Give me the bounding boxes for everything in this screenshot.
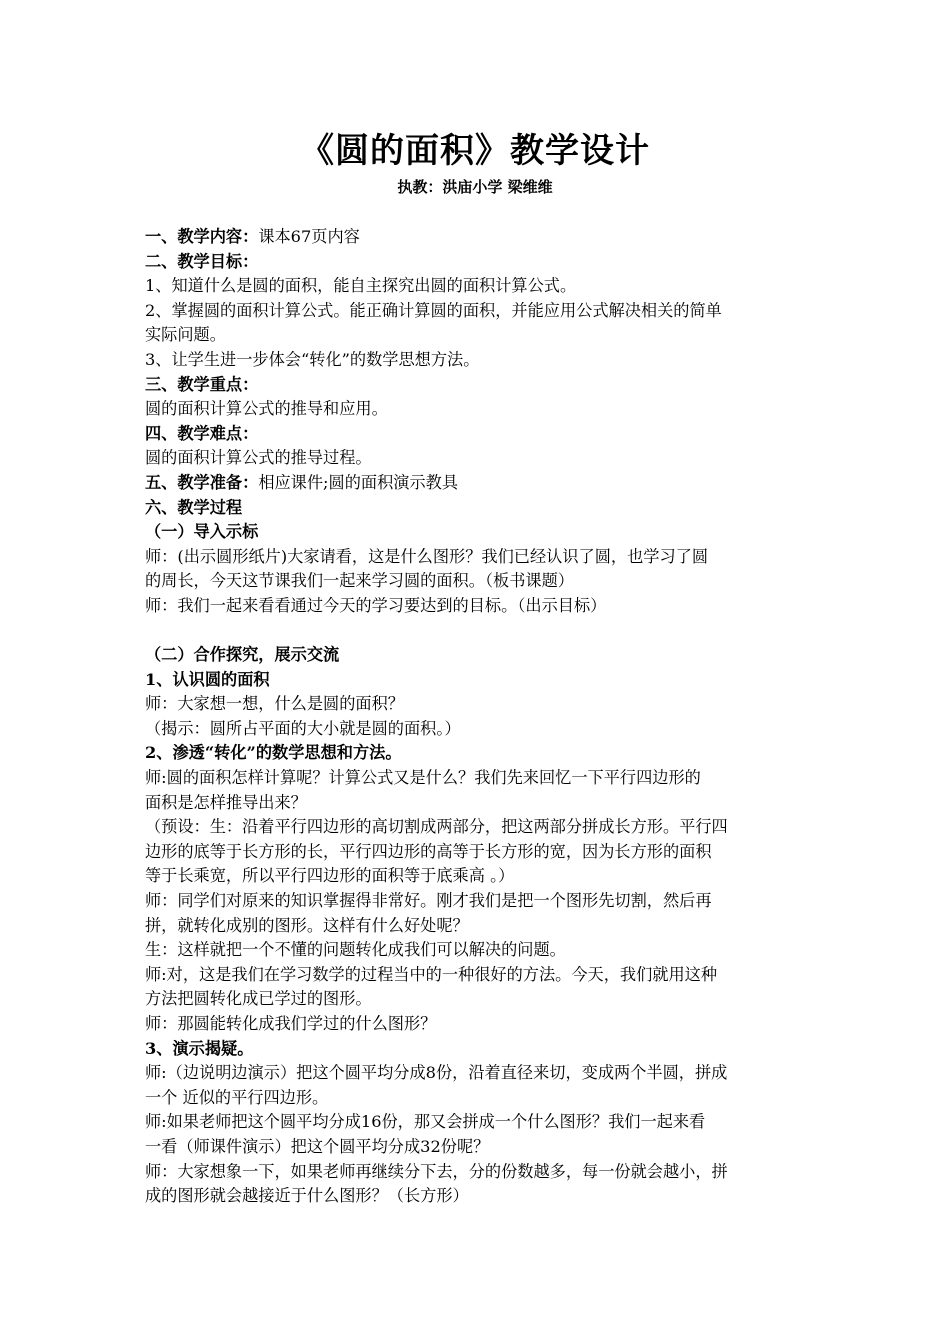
paragraph-line: 成的图形就会越接近于什么图形？（长方形） (145, 1186, 469, 1206)
paragraph-line: 面积是怎样推导出来？ (145, 792, 307, 812)
paragraph-line: 3、让学生进一步体会“转化”的数学思想方法。 (145, 349, 480, 369)
paragraph-line: 一个 近似的平行四边形。 (145, 1087, 329, 1107)
section-teaching-prep (145, 471, 815, 496)
paragraph-text: 相应课件;圆的面积演示教具 (258, 472, 459, 492)
section-heading: 六、教学过程 (145, 497, 243, 517)
paragraph-line: 师:圆的面积怎样计算呢？计算公式又是什么？我们先来回忆一下平行四边形的 (145, 768, 701, 788)
blank-line (145, 619, 815, 644)
paragraph-line: 方法把圆转化成已学过的图形。 (145, 989, 372, 1009)
paragraph-text: 课本67页内容 (258, 227, 360, 246)
paragraph-line: 实际问题。 (145, 325, 226, 345)
paragraph-line: 等于长乘宽，所以平行四边形的面积等于底乘高 。） (145, 866, 515, 886)
paragraph-line: 2、掌握圆的面积计算公式。能正确计算圆的面积，并能应用公式解决相关的简单 (145, 300, 722, 320)
document-title: 《圆的面积》教学设计 (300, 131, 650, 171)
paragraph-line: 拼，就转化成别的图形。这样有什么好处呢？ (145, 915, 469, 935)
paragraph-line: 生：这样就把一个不懂的问题转化成我们可以解决的问题。 (145, 940, 566, 960)
document-body (145, 225, 815, 1209)
paragraph-line: 师：同学们对原来的知识掌握得非常好。刚才我们是把一个图形先切割，然后再 (145, 891, 712, 911)
section-heading: 四、教学难点： (145, 423, 259, 443)
paragraph-line: 师：那圆能转化成我们学过的什么图形？ (145, 1014, 437, 1033)
paragraph-line: 师:（边说明边演示）把这个圆平均分成8份，沿着直径来切，变成两个半圆，拼成 (145, 1063, 728, 1083)
section-heading: 一、教学内容： (145, 227, 259, 246)
paragraph-line: 圆的面积计算公式的推导过程。 (145, 448, 372, 468)
paragraph-line: 圆的面积计算公式的推导和应用。 (145, 399, 388, 419)
section-heading: 三、教学重点： (145, 374, 259, 394)
paragraph-line: 一看（师课件演示）把这个圆平均分成32份呢？ (145, 1136, 490, 1156)
paragraph-line: 师：大家想一想，什么是圆的面积？ (145, 694, 404, 714)
paragraph-line: 师:对，这是我们在学习数学的过程当中的一种很好的方法。今天，我们就用这种 (145, 964, 718, 984)
paragraph-line: 边形的底等于长方形的长，平行四边形的高等于长方形的宽，因为长方形的面积 (145, 841, 712, 861)
paragraph-line: 1、知道什么是圆的面积，能自主探究出圆的面积计算公式。 (145, 276, 577, 296)
paragraph-line: 师:如果老师把这个圆平均分成16份，那又会拼成一个什么图形？我们一起来看 (145, 1112, 706, 1132)
paragraph-line: 师：大家想象一下，如果老师再继续分下去，分的份数越多，每一份就会越小，拼 (145, 1161, 728, 1181)
subsection-heading: 1、认识圆的面积 (145, 669, 270, 689)
document-subtitle: 执教：洪庙小学 梁维维 (397, 178, 553, 196)
paragraph-line: （预设：生：沿着平行四边形的高切割成两部分，把这两部分拼成长方形。平行四 (145, 817, 728, 837)
paragraph-line: （揭示：圆所占平面的大小就是圆的面积。） (145, 718, 461, 738)
subsection-heading: （一）导入示标 (145, 522, 259, 542)
section-heading: 二、教学目标： (145, 251, 259, 271)
subsection-heading: 2、渗透“转化”的数学思想和方法。 (145, 743, 402, 763)
subsection-heading: 3、演示揭疑。 (145, 1038, 254, 1058)
paragraph-line: 师：(出示圆形纸片)大家请看，这是什么图形？我们已经认识了圆，也学习了圆 (145, 546, 709, 566)
subsection-heading: （二）合作探究，展示交流 (145, 645, 340, 665)
section-teaching-content (145, 225, 815, 250)
paragraph-line: 师：我们一起来看看通过今天的学习要达到的目标。（出示目标） (145, 595, 607, 615)
paragraph-line: 的周长，今天这节课我们一起来学习圆的面积。（板书课题） (145, 571, 574, 591)
section-heading: 五、教学准备： (145, 472, 259, 492)
